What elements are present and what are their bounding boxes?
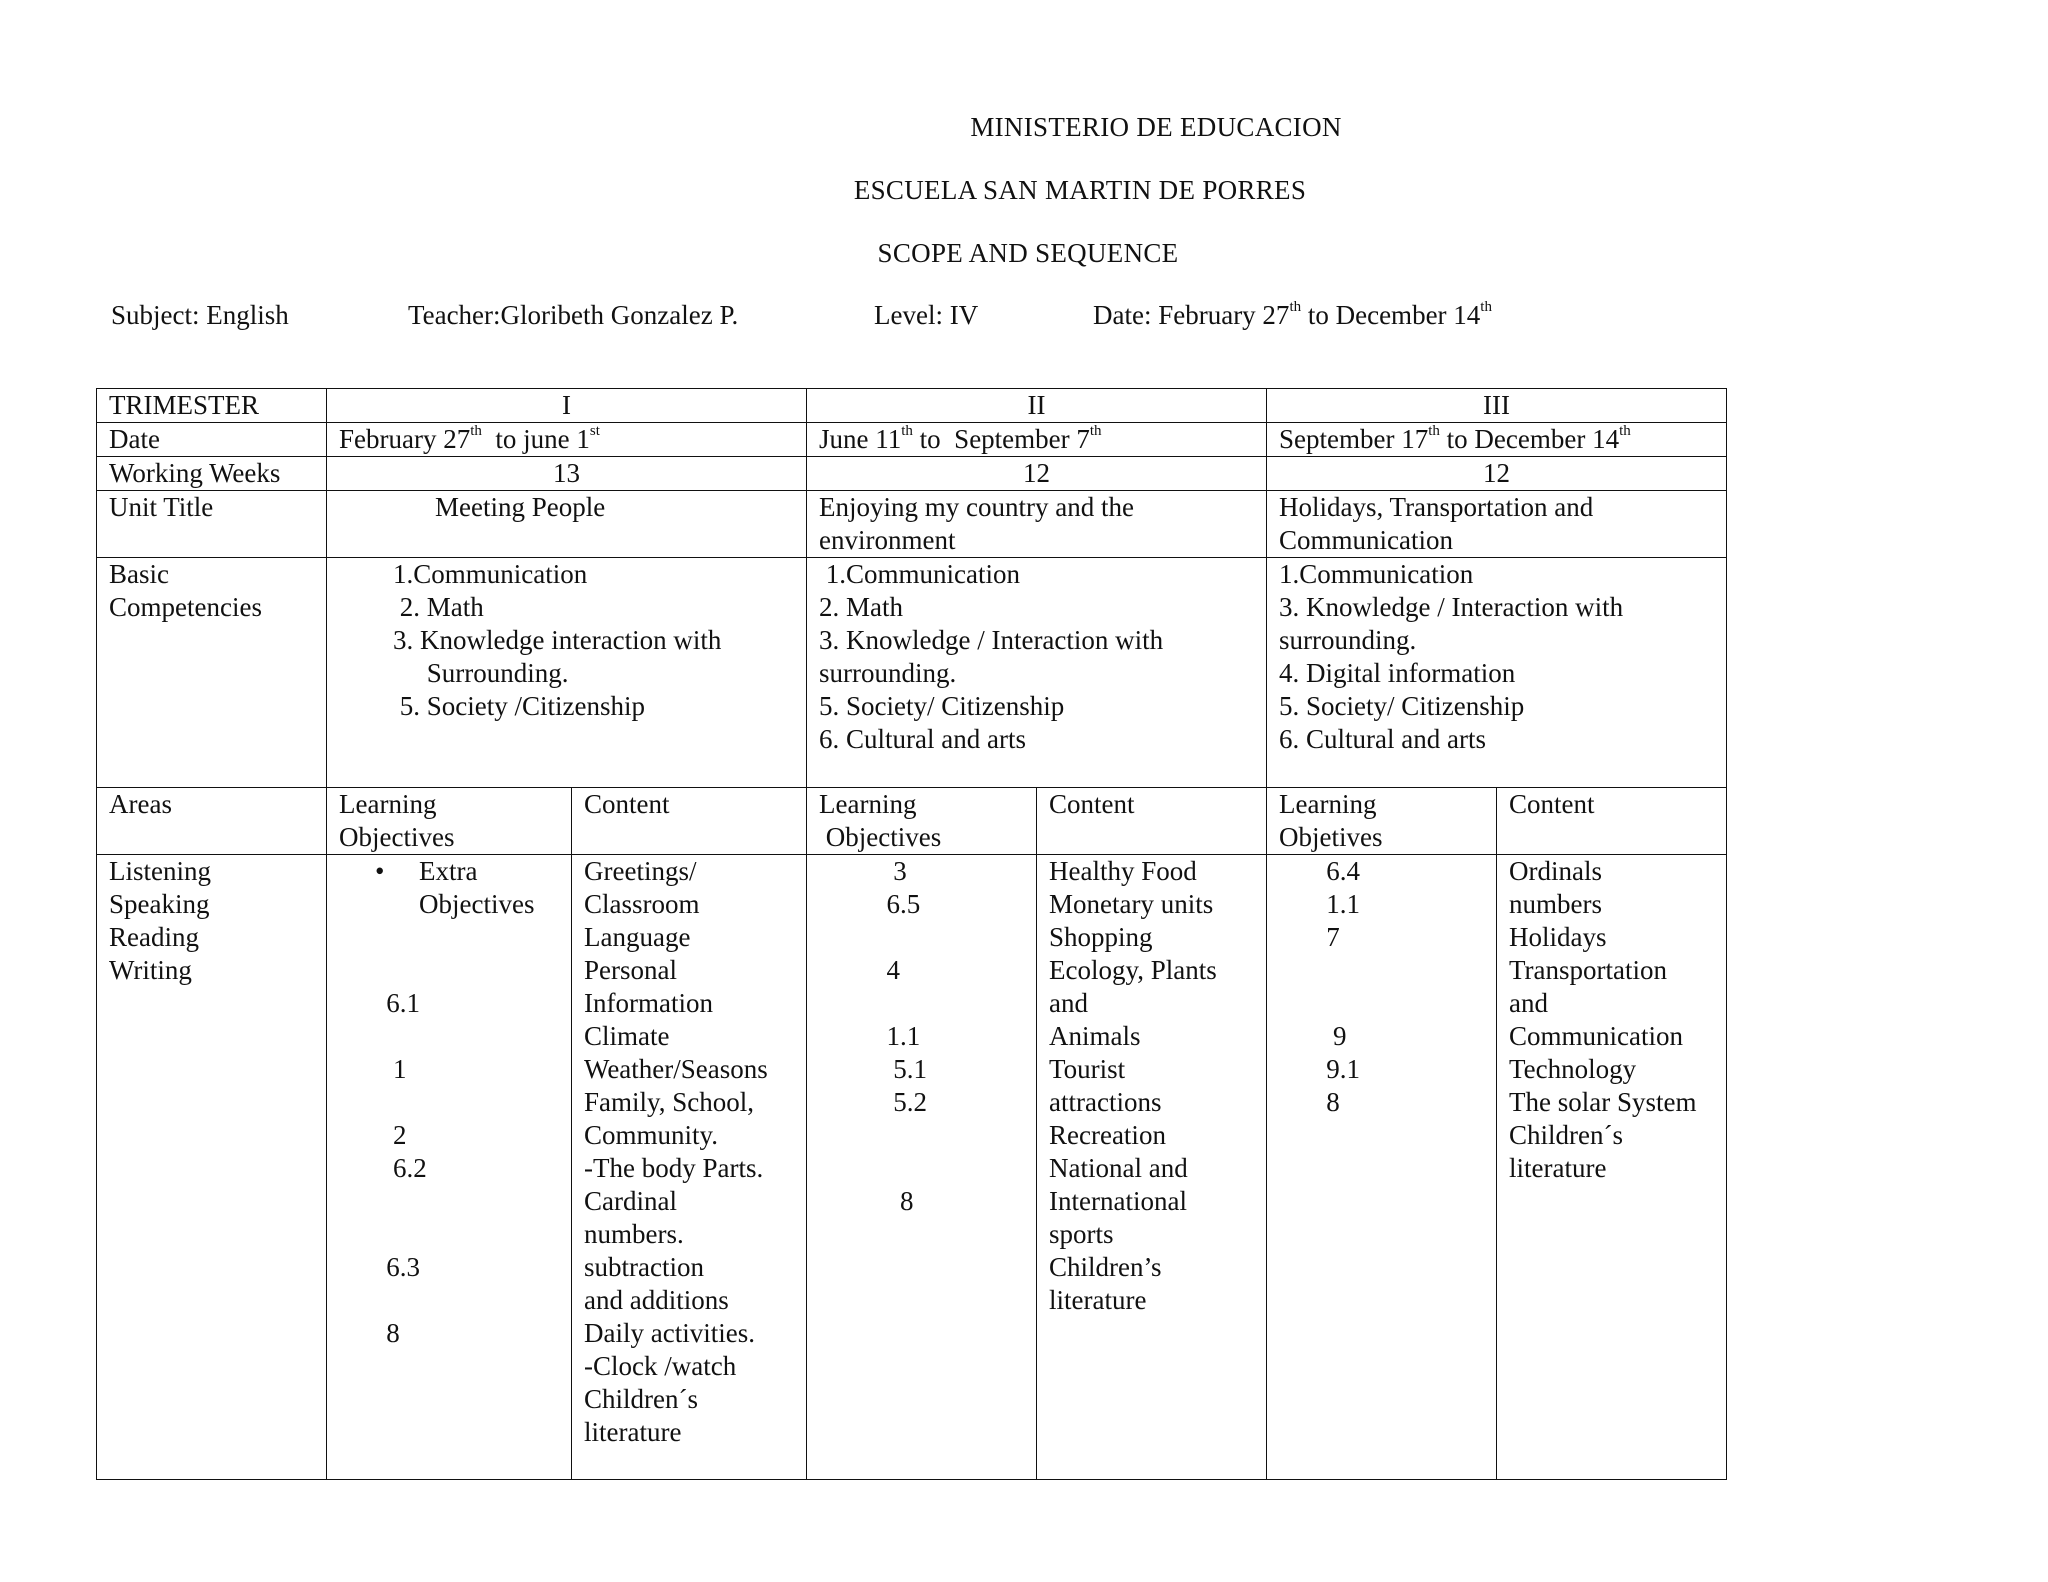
- date-cell-1: [327, 423, 807, 457]
- competencies-label: [97, 558, 327, 788]
- trimester-label: TRIMESTER: [97, 389, 327, 423]
- date-3-end: to December 14: [1439, 424, 1620, 454]
- content-header-3: Content: [1497, 788, 1727, 855]
- date-1-sup-2: st: [589, 423, 600, 439]
- unit-title-3: Holidays, Transportation and Communication: [1267, 491, 1727, 558]
- learning-objectives-header-2: Learning Objectives: [807, 788, 1037, 855]
- document-title: SCOPE AND SEQUENCE: [877, 238, 1179, 268]
- learning-objectives-header-3: Learning Objetives: [1267, 788, 1497, 855]
- objectives-1: [327, 855, 572, 1480]
- extra-objectives-label: Extra Objectives: [419, 856, 535, 919]
- competencies-label-line-1: Basic: [109, 559, 169, 589]
- date-field: [1093, 300, 1492, 331]
- date-row: [97, 423, 1727, 457]
- date-field-sup-2: th: [1480, 299, 1492, 315]
- weeks-3: 12: [1267, 457, 1727, 491]
- working-weeks-row: [97, 457, 1727, 491]
- date-field-end: to December 14: [1301, 300, 1481, 330]
- date-1-sup-1: th: [470, 423, 482, 439]
- objectives-1-list: 6.1 1 2 6.2 6.3 8: [386, 988, 427, 1348]
- date-2-end: to September 7: [912, 424, 1090, 454]
- areas-header-row: [97, 788, 1727, 855]
- date-2-sup-2: th: [1089, 423, 1102, 439]
- date-3-start: September 17: [1279, 424, 1429, 454]
- date-field-sup-1: th: [1289, 299, 1302, 315]
- weeks-1: 13: [327, 457, 807, 491]
- date-label: Date: [97, 423, 327, 457]
- competencies-3: 1.Communication 3. Knowledge / Interaction with surrounding. 4. Digital information 5. Society/ Citizenship 6. Cultural and arts: [1267, 558, 1727, 788]
- date-3-sup-1: th: [1428, 423, 1440, 439]
- working-weeks-label: Working Weeks: [97, 457, 327, 491]
- teacher-field: Teacher:Gloribeth Gonzalez P.: [408, 300, 739, 330]
- competencies-1: 1.Communication 2. Math 3. Knowledge interaction with Surrounding. 5. Society /Citizenship: [327, 558, 807, 788]
- unit-title-1: Meeting People: [327, 491, 807, 558]
- date-field-start: Date: February 27: [1093, 300, 1290, 330]
- trimester-3: III: [1267, 389, 1727, 423]
- date-1-start: February 27: [339, 424, 471, 454]
- scope-sequence-table: [96, 388, 1727, 1480]
- objectives-3: 6.4 1.1 7 9 9.1 8: [1267, 855, 1497, 1480]
- content-3: Ordinals numbers Holidays Transportation and Communication Technology The solar System Children´s literature: [1497, 855, 1727, 1480]
- areas-list: Listening Speaking Reading Writing: [97, 855, 327, 1480]
- unit-title-label: Unit Title: [97, 491, 327, 558]
- competencies-row: [97, 558, 1727, 788]
- content-header-2: Content: [1037, 788, 1267, 855]
- bullet-icon: •: [375, 856, 385, 886]
- date-2-start: June 11: [819, 424, 902, 454]
- content-header-1: Content: [572, 788, 807, 855]
- areas-body-row: [97, 855, 1727, 1480]
- date-cell-3: [1267, 423, 1727, 457]
- date-3-sup-2: th: [1619, 423, 1631, 439]
- objectives-2: 3 6.5 4 1.1 5.1 5.2 8: [807, 855, 1037, 1480]
- ministry-title: MINISTERIO DE EDUCACION: [970, 112, 1342, 142]
- subject-field: Subject: English: [111, 300, 289, 330]
- weeks-2: 12: [807, 457, 1267, 491]
- school-title: ESCUELA SAN MARTIN DE PORRES: [853, 175, 1307, 205]
- trimester-row: [97, 389, 1727, 423]
- unit-title-2: Enjoying my country and the environment: [807, 491, 1267, 558]
- trimester-2: II: [807, 389, 1267, 423]
- date-cell-2: [807, 423, 1267, 457]
- learning-objectives-header-1: Learning Objectives: [327, 788, 572, 855]
- competencies-2: 1.Communication 2. Math 3. Knowledge / Interaction with surrounding. 5. Society/ Citizenship 6. Cultural and arts: [807, 558, 1267, 788]
- content-1: Greetings/ Classroom Language Personal Information Climate Weather/Seasons Family, School, Community. -The body Parts. Cardinal numbers. subtraction and additions Daily activities. -Clock /watch Children´s literature: [572, 855, 807, 1480]
- trimester-1: I: [327, 389, 807, 423]
- date-1-end: to june 1: [481, 424, 590, 454]
- level-field: Level: IV: [874, 300, 979, 330]
- areas-label: Areas: [97, 788, 327, 855]
- competencies-label-line-2: Competencies: [109, 592, 262, 622]
- content-2: Healthy Food Monetary units Shopping Ecology, Plants and Animals Tourist attractions Recreation National and International sports Children’s literature: [1037, 855, 1267, 1480]
- unit-title-row: [97, 491, 1727, 558]
- date-2-sup-1: th: [901, 423, 913, 439]
